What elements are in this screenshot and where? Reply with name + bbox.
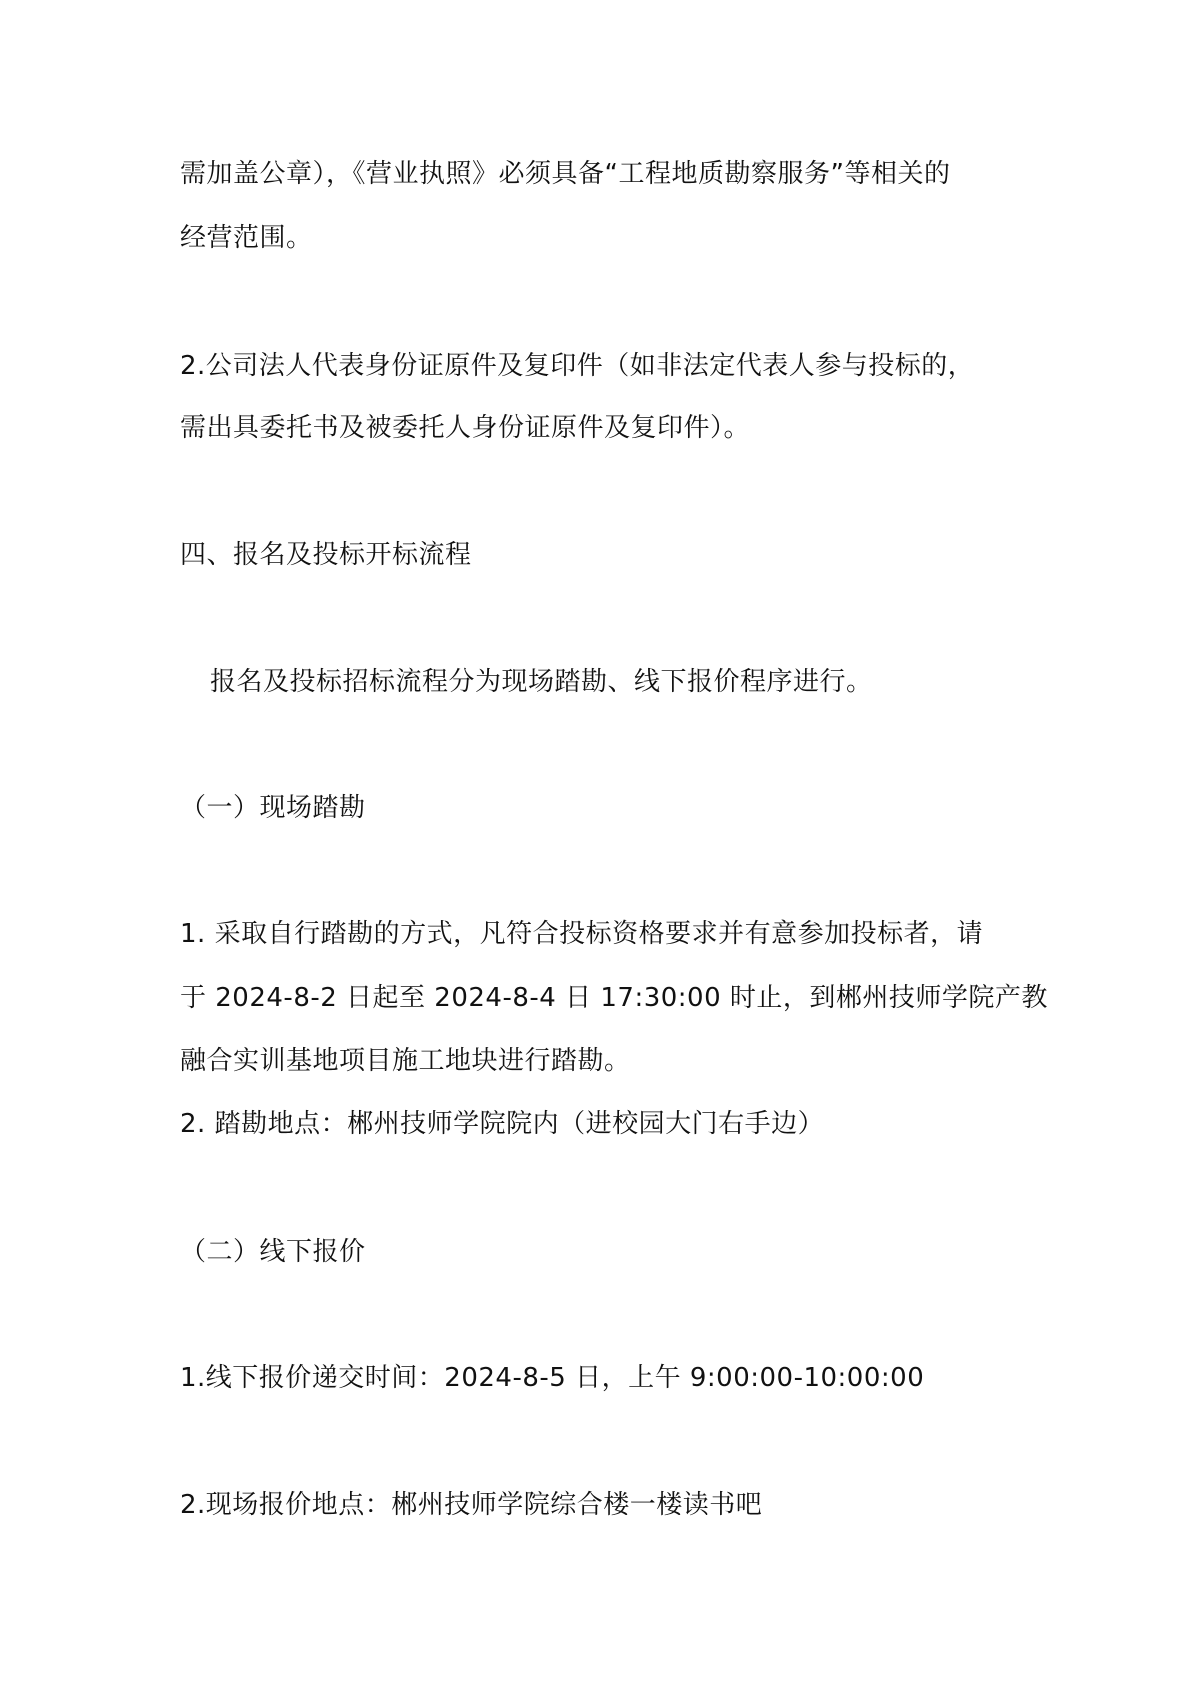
subsection-heading: （二）线下报价: [180, 1237, 366, 1267]
paragraph-line: 报名及投标招标流程分为现场踏勘、线下报价程序进行。: [210, 667, 873, 697]
paragraph-line: 经营范围。: [180, 223, 313, 253]
paragraph-line: 2.现场报价地点：郴州技师学院综合楼一楼读书吧: [180, 1490, 763, 1520]
paragraph-line: 需加盖公章），《营业执照》必须具备“工程地质勘察服务”等相关的: [180, 159, 951, 189]
paragraph-line: 于 2024-8-2 日起至 2024-8-4 日 17:30:00 时止，到郴州技师学院产教: [180, 983, 1048, 1013]
section-heading: 四、报名及投标开标流程: [180, 540, 472, 570]
paragraph-line: 1.线下报价递交时间：2024-8-5 日，上午 9:00:00-10:00:00: [180, 1363, 925, 1393]
paragraph-line: 2. 踏勘地点：郴州技师学院院内（进校园大门右手边）: [180, 1109, 825, 1139]
paragraph-line: 1. 采取自行踏勘的方式，凡符合投标资格要求并有意参加投标者，请: [180, 919, 984, 949]
paragraph-line: 融合实训基地项目施工地块进行踏勘。: [180, 1046, 631, 1076]
paragraph-line: 2.公司法人代表身份证原件及复印件（如非法定代表人参与投标的，: [180, 351, 975, 381]
paragraph-line: 需出具委托书及被委托人身份证原件及复印件）。: [180, 413, 751, 443]
subsection-heading: （一）现场踏勘: [180, 793, 366, 823]
